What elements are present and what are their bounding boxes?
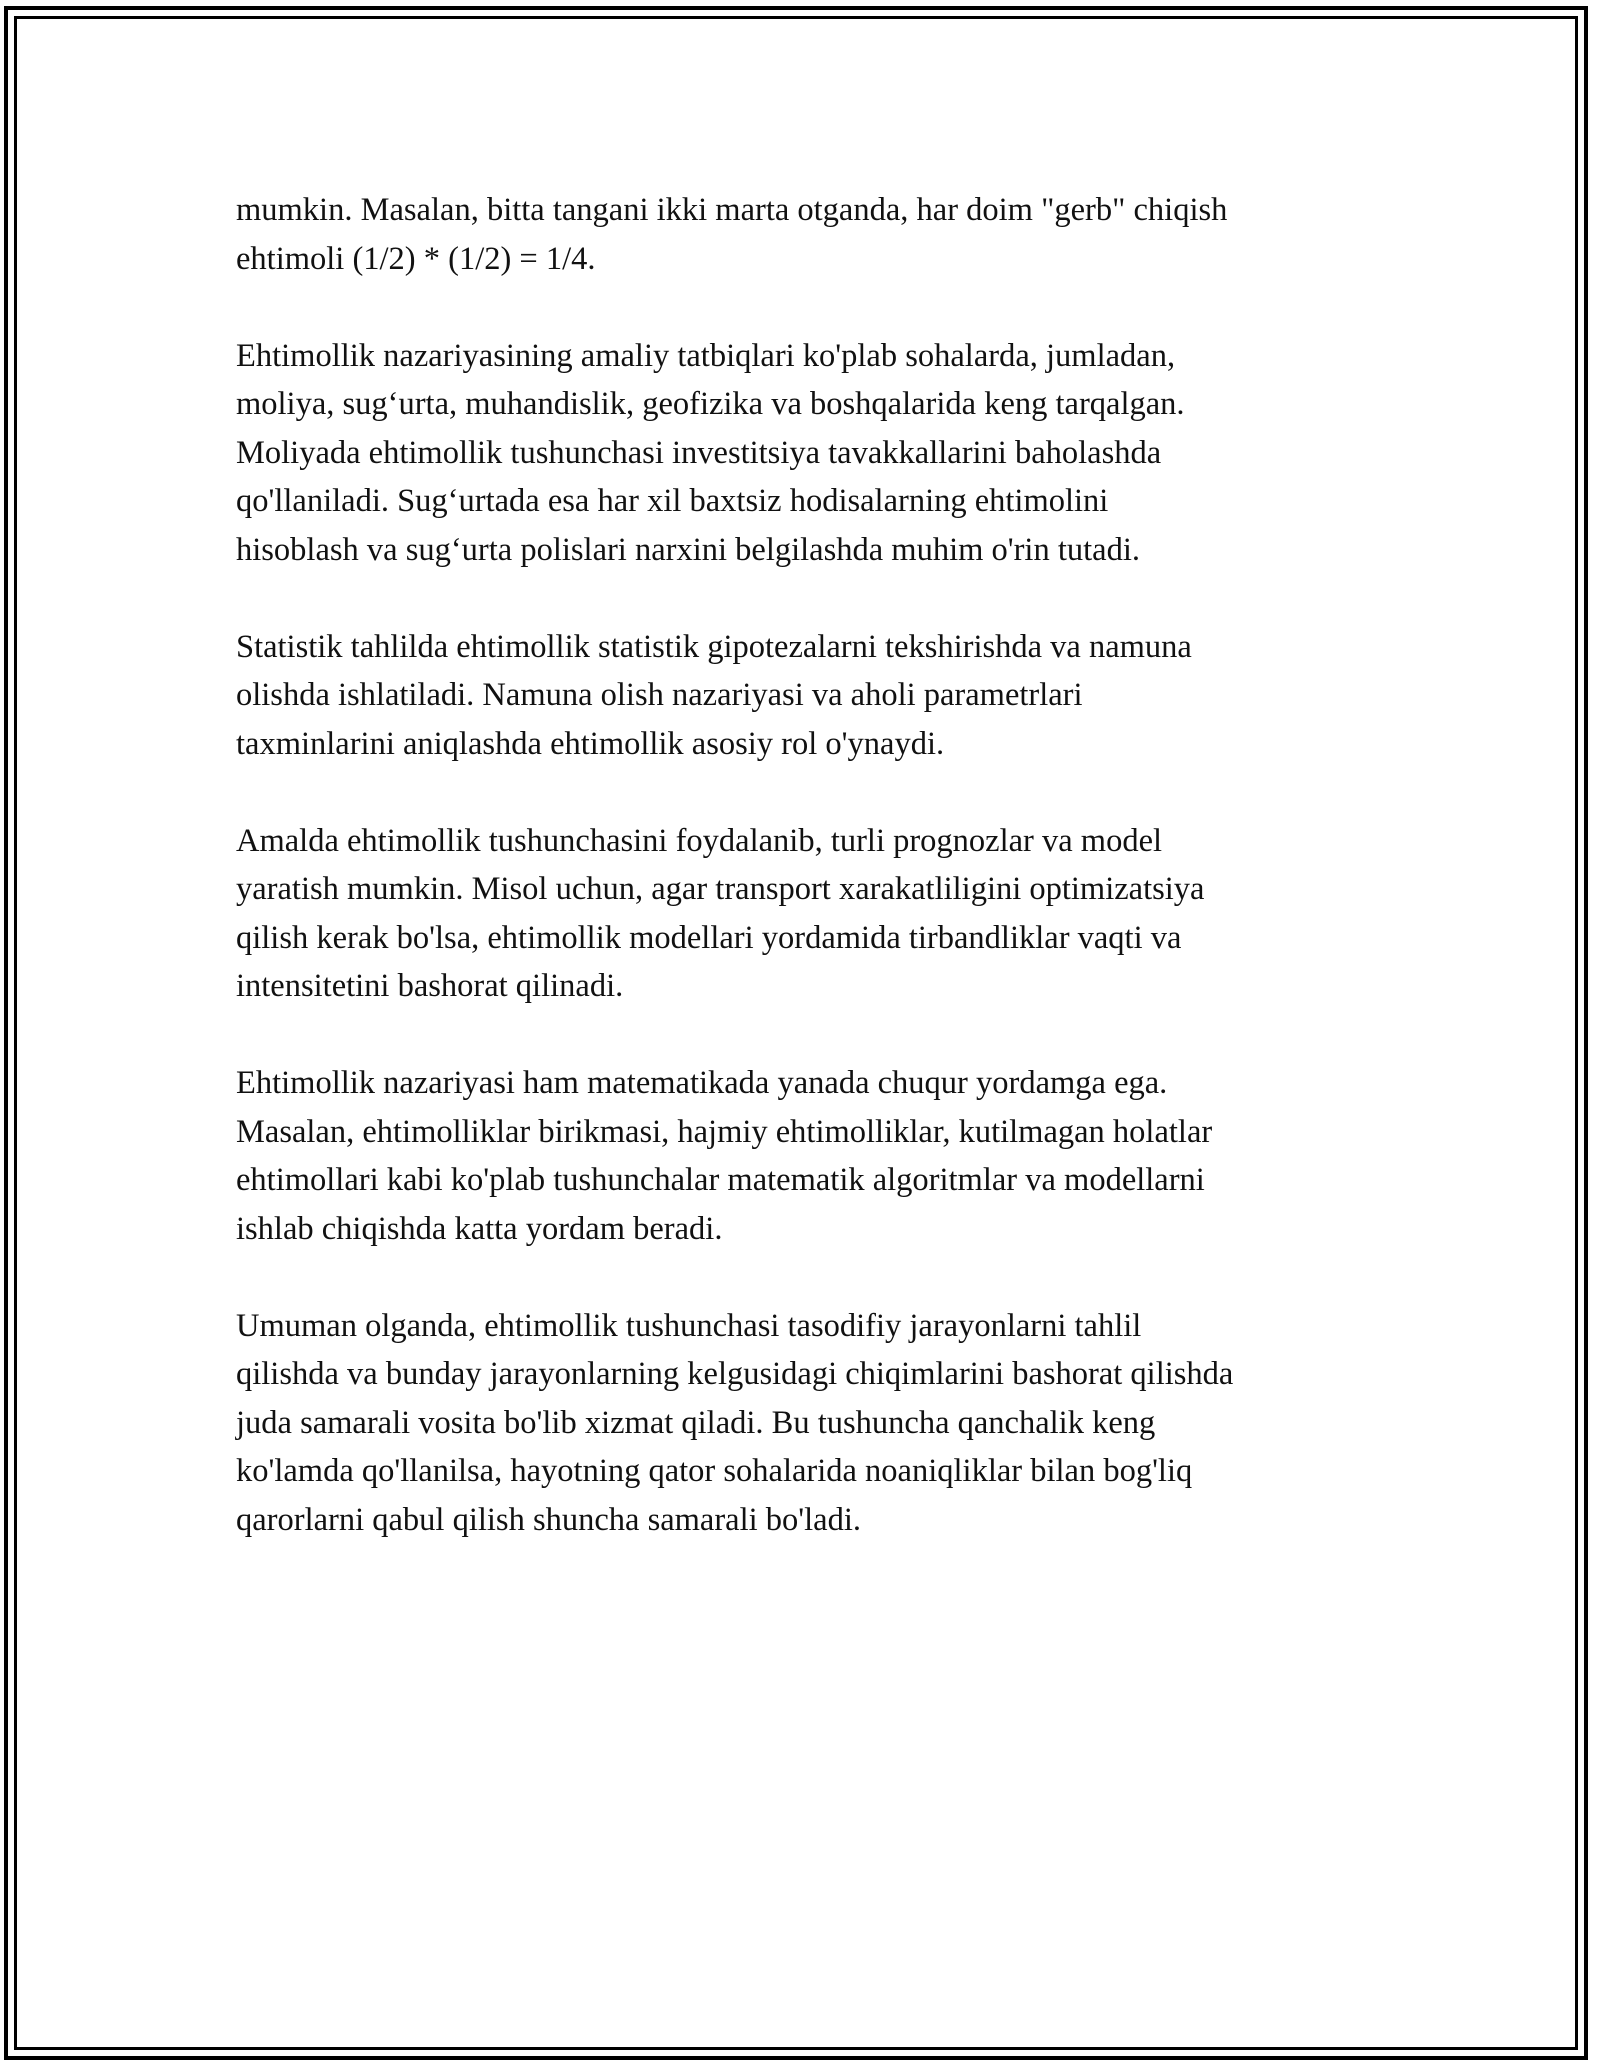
text-line: qo'llaniladi. Sugʻurtada esa har xil baxtsiz hodisalarning ehtimolini — [236, 483, 1109, 519]
paragraph-6 — [236, 1302, 1396, 1545]
text-line: ehtimoli (1/2) * (1/2) = 1/4. — [236, 240, 596, 277]
text-line: qilish kerak bo'lsa, ehtimollik modellari yordamida tirbandliklar vaqti va — [236, 919, 1182, 956]
paragraph-4 — [236, 817, 1396, 1011]
paragraph-2 — [236, 332, 1396, 575]
paragraph-5 — [236, 1059, 1396, 1253]
paragraph-spacer — [236, 283, 1396, 332]
paragraph-spacer — [236, 768, 1396, 817]
text-line: Umuman olganda, ehtimollik tushunchasi tasodifiy jarayonlarni tahlil — [236, 1307, 1142, 1344]
text-line: qilishda va bunday jarayonlarning kelgusidagi chiqimlarini bashorat qilishda — [236, 1356, 1234, 1392]
text-line: yaratish mumkin. Misol uchun, agar transport xarakatliligini optimizatsiya — [236, 871, 1205, 907]
text-line: Masalan, ehtimolliklar birikmasi, hajmiy ehtimolliklar, kutilmagan holatlar — [236, 1113, 1213, 1150]
text-line: moliya, sugʻurta, muhandislik, geofizika va boshqalarida keng tarqalgan. — [236, 386, 1185, 422]
text-line: Ehtimollik nazariyasining amaliy tatbiqlari ko'plab sohalarda, jumladan, — [236, 337, 1176, 374]
paragraph-3 — [236, 623, 1396, 769]
text-line: taxminlarini aniqlashda ehtimollik asosiy rol o'ynaydi. — [236, 725, 945, 762]
text-line: Statistik tahlilda ehtimollik statistik gipotezalarni tekshirishda va namuna — [236, 628, 1192, 665]
text-line: qarorlarni qabul qilish shuncha samarali bo'ladi. — [236, 1501, 861, 1538]
text-line: intensitetini bashorat qilinadi. — [236, 968, 624, 1004]
text-line: Moliyada ehtimollik tushunchasi investitsiya tavakkallarini baholashda — [236, 434, 1162, 471]
paragraph-spacer — [236, 574, 1396, 623]
text-line: ko'lamda qo'llanilsa, hayotning qator sohalarida noaniqliklar bilan bog'liq — [236, 1453, 1193, 1489]
text-line: mumkin. Masalan, bitta tangani ikki marta otganda, har doim "gerb" chiqish — [236, 192, 1228, 228]
paragraph-spacer — [236, 1011, 1396, 1060]
paragraph-1 — [236, 186, 1396, 283]
text-line: ishlab chiqishda katta yordam beradi. — [236, 1210, 723, 1247]
text-line: Amalda ehtimollik tushunchasini foydalanib, turli prognozlar va model — [236, 822, 1163, 859]
text-line: ehtimollari kabi ko'plab tushunchalar matematik algoritmlar va modellarni — [236, 1162, 1205, 1198]
text-line: hisoblash va sugʻurta polislari narxini belgilashda muhim o'rin tutadi. — [236, 531, 1140, 568]
paragraph-spacer — [236, 1253, 1396, 1302]
text-line: juda samarali vosita bo'lib xizmat qiladi. Bu tushuncha qanchalik keng — [236, 1404, 1156, 1441]
text-line: Ehtimollik nazariyasi ham matematikada yanada chuqur yordamga ega. — [236, 1065, 1168, 1101]
text-line: olishda ishlatiladi. Namuna olish nazariyasi va aholi parametrlari — [236, 677, 1083, 713]
document-body — [236, 186, 1396, 1544]
